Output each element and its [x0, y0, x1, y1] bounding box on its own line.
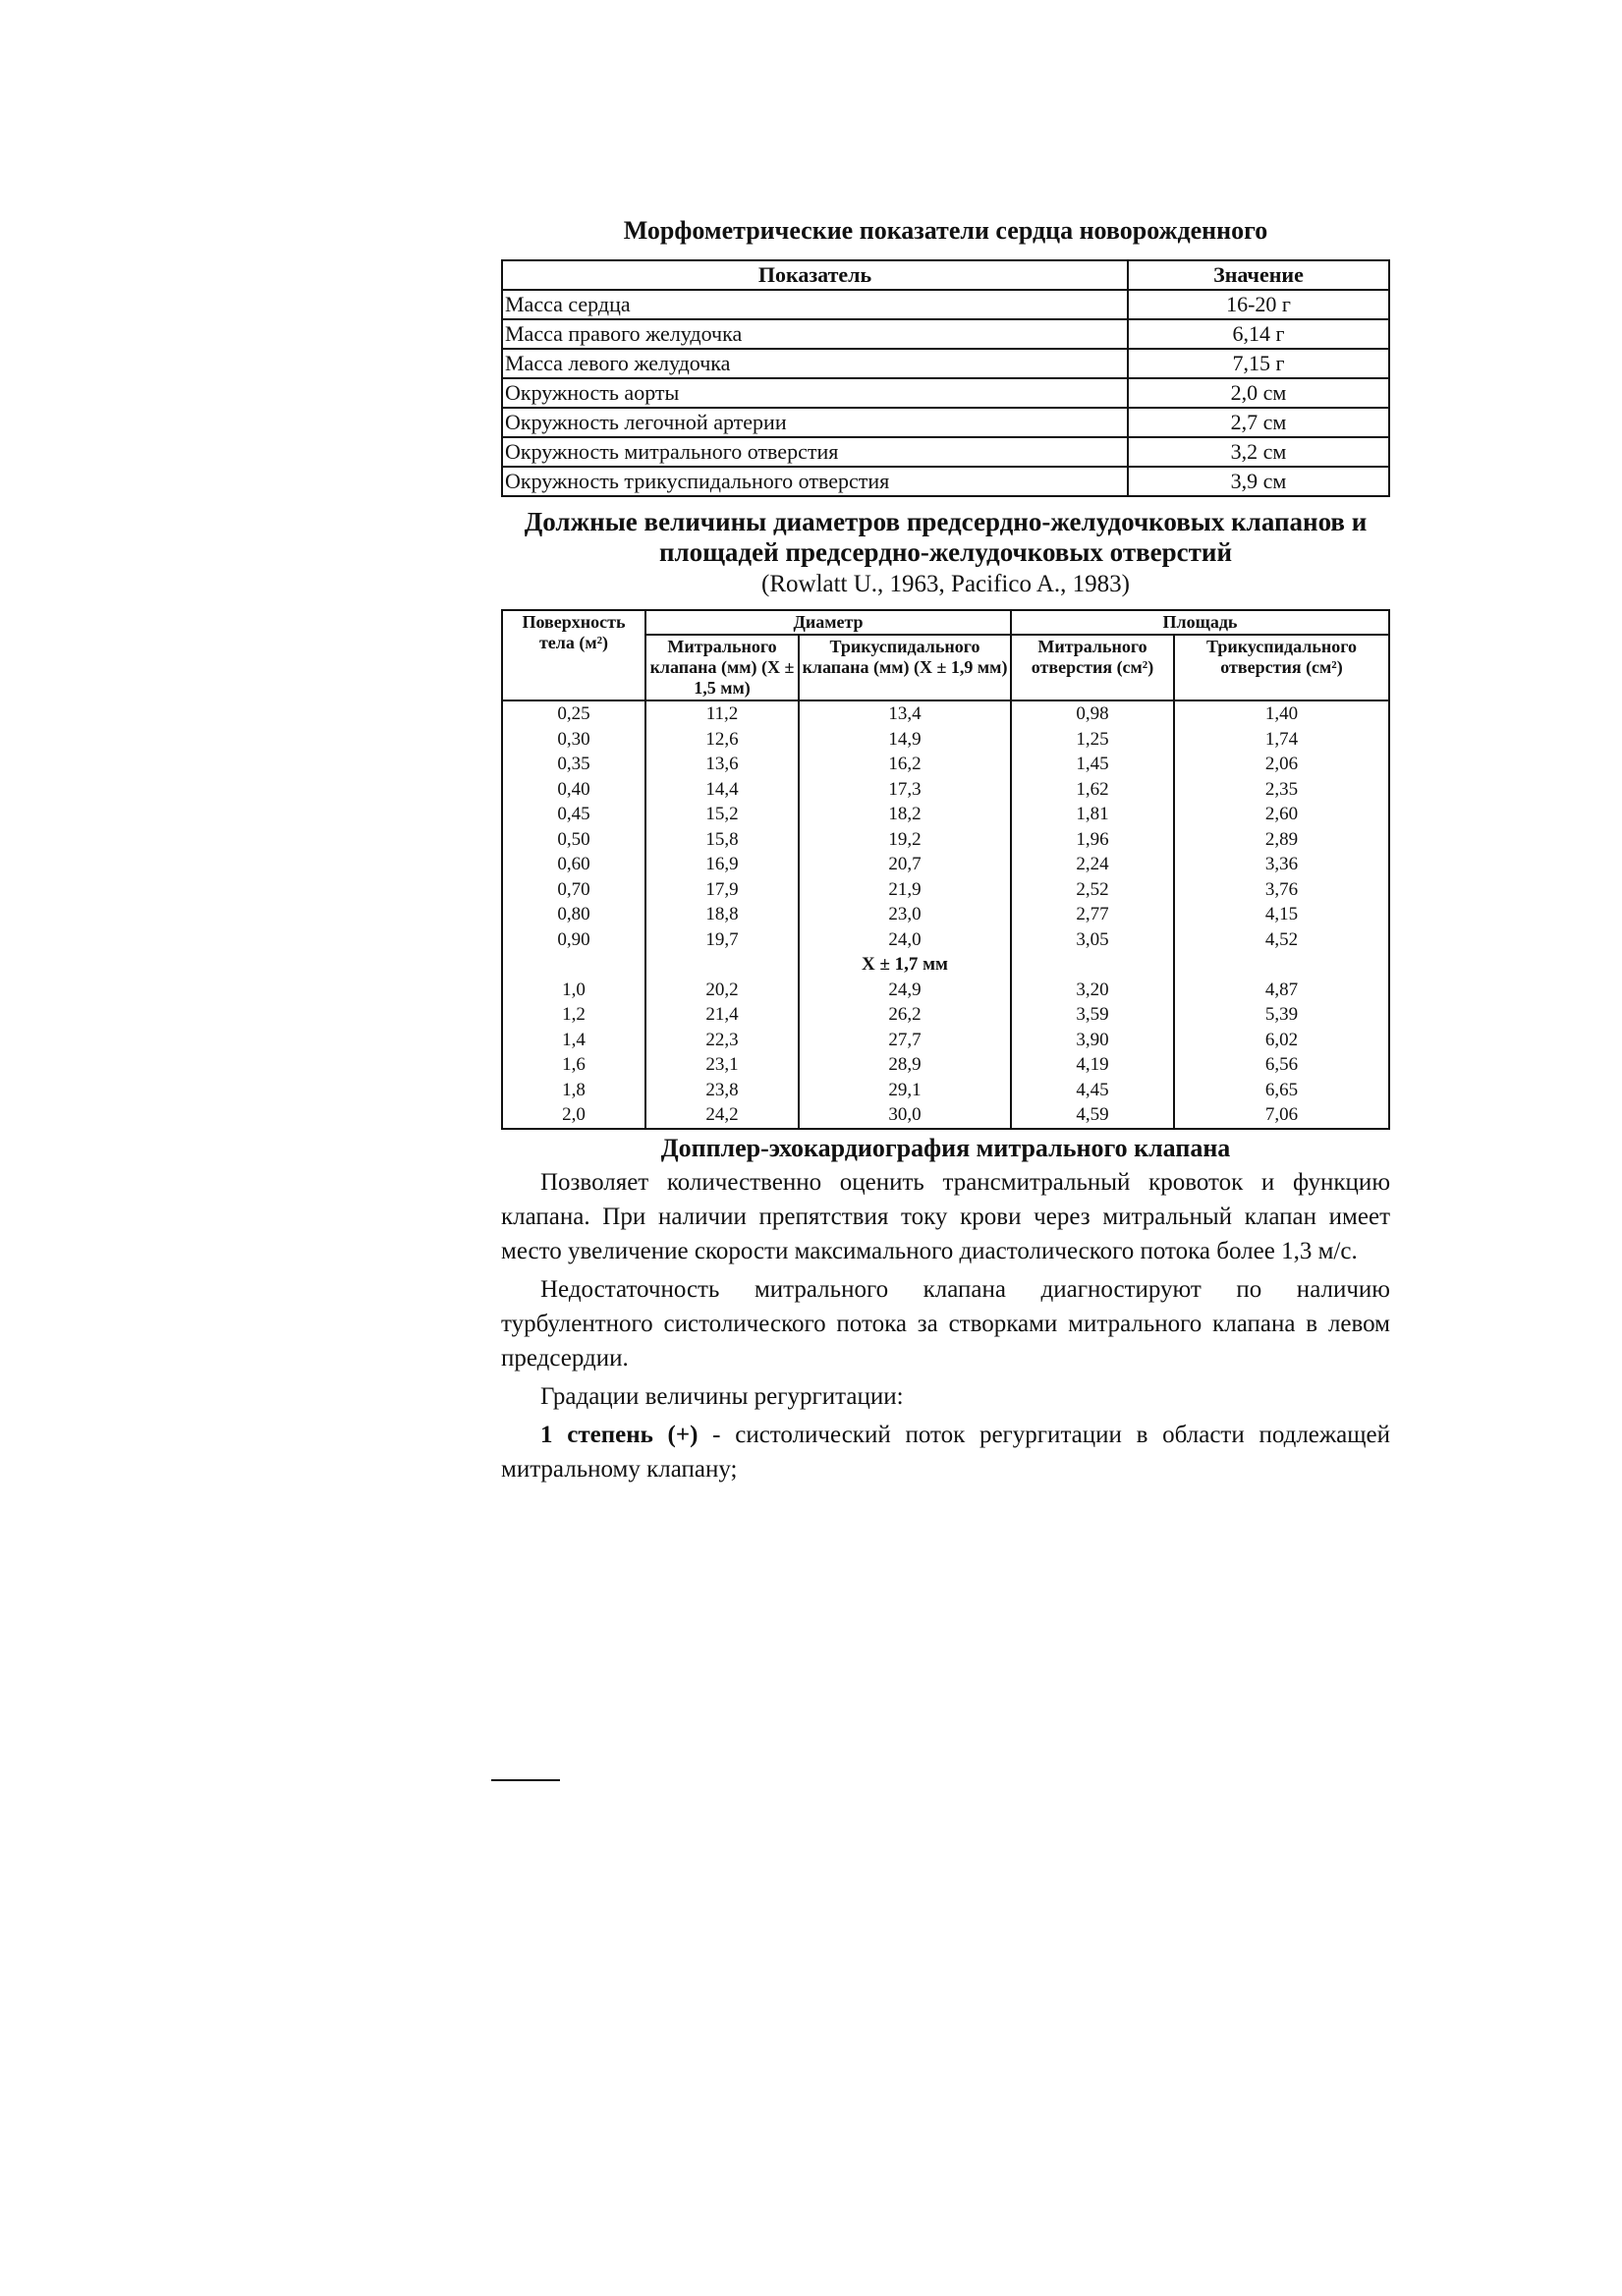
- table-cell: 4,87: [1174, 978, 1389, 1003]
- table-header-row: [502, 610, 1389, 635]
- valves-title: Должные величины диаметров предсердно-желудочковых клапанов и площадей предсердно-желудочковых отверстий: [524, 507, 1368, 567]
- h-area: Площадь: [1011, 610, 1389, 635]
- table-cell: 0,45: [502, 802, 645, 827]
- table-row: [502, 700, 1389, 727]
- table-cell: 5,39: [1174, 1002, 1389, 1028]
- table-row: [502, 877, 1389, 903]
- col-indicator: Показатель: [502, 260, 1128, 290]
- table-row: [502, 378, 1389, 408]
- table-row: [502, 978, 1389, 1003]
- table-row: [502, 852, 1389, 877]
- table-cell: 2,52: [1011, 877, 1174, 903]
- table-cell: 15,2: [645, 802, 799, 827]
- table-cell: 3,36: [1174, 852, 1389, 877]
- table-row: [502, 727, 1389, 753]
- table-cell: 1,96: [1011, 827, 1174, 853]
- table-cell: 0,98: [1011, 700, 1174, 727]
- table-cell: 0,90: [502, 927, 645, 953]
- table-cell: [645, 952, 799, 978]
- paragraph: Градации величины регургитации:: [540, 1382, 904, 1410]
- table-cell: 18,8: [645, 902, 799, 927]
- table-row: [502, 437, 1389, 467]
- table-cell: 4,19: [1011, 1052, 1174, 1078]
- paragraph: [501, 1418, 1390, 1486]
- morph-title: Морфометрические показатели сердца новорожденного: [623, 216, 1268, 245]
- table-cell: 26,2: [799, 1002, 1011, 1028]
- table-row: [502, 467, 1389, 496]
- table-row: [502, 1052, 1389, 1078]
- table-cell: 0,50: [502, 827, 645, 853]
- table-row: [502, 927, 1389, 953]
- table-cell: 2,0: [502, 1102, 645, 1129]
- paragraph: Недостаточность митрального клапана диагностируют по наличию турбулентного систолического потока за створками митрального клапана в левом предсердии.: [501, 1275, 1390, 1372]
- h-tricuspid-valve: Трикуспидального клапана (мм) (X ± 1,9 мм): [799, 635, 1011, 700]
- table-cell: 29,1: [799, 1078, 1011, 1103]
- indicator-cell: Масса левого желудочка: [502, 349, 1128, 378]
- table-cell: 7,06: [1174, 1102, 1389, 1129]
- table-cell: 1,81: [1011, 802, 1174, 827]
- table-row: [502, 349, 1389, 378]
- table-cell: 2,06: [1174, 752, 1389, 777]
- value-cell: 16-20 г: [1128, 290, 1389, 319]
- valves-citation: (Rowlatt U., 1963, Pacifico A., 1983): [761, 571, 1130, 597]
- table-cell: 20,2: [645, 978, 799, 1003]
- h-mitral-orifice: Митрального отверстия (см²): [1011, 635, 1174, 700]
- table-cell: 0,80: [502, 902, 645, 927]
- table-cell: 17,9: [645, 877, 799, 903]
- table-cell: 1,25: [1011, 727, 1174, 753]
- indicator-cell: Окружность аорты: [502, 378, 1128, 408]
- table-cell: 2,24: [1011, 852, 1174, 877]
- table-cell: 24,2: [645, 1102, 799, 1129]
- indicator-cell: Окружность трикуспидального отверстия: [502, 467, 1128, 496]
- paragraph: Позволяет количественно оценить трансмитральный кровоток и функцию клапана. При наличии препятствия току крови через митральный клапан имеет место увеличение скорости максимального диастолического потока более 1,3 м/с.: [501, 1168, 1390, 1264]
- deviation-note: X ± 1,7 мм: [799, 952, 1011, 978]
- table-cell: 21,4: [645, 1002, 799, 1028]
- indicator-cell: Окружность митрального отверстия: [502, 437, 1128, 467]
- morph-body: [502, 290, 1389, 496]
- table-cell: 0,60: [502, 852, 645, 877]
- table-cell: 11,2: [645, 700, 799, 727]
- table-cell: 14,9: [799, 727, 1011, 753]
- table-cell: 0,70: [502, 877, 645, 903]
- table-cell: 4,59: [1011, 1102, 1174, 1129]
- table-cell: 1,74: [1174, 727, 1389, 753]
- table-cell: 4,45: [1011, 1078, 1174, 1103]
- value-cell: 2,0 см: [1128, 378, 1389, 408]
- table-cell: [1174, 952, 1389, 978]
- table-cell: 17,3: [799, 777, 1011, 803]
- table-cell: 6,02: [1174, 1028, 1389, 1053]
- indicator-cell: Масса правого желудочка: [502, 319, 1128, 349]
- table-cell: 1,8: [502, 1078, 645, 1103]
- table-row: [502, 1002, 1389, 1028]
- table-cell: 3,20: [1011, 978, 1174, 1003]
- table-cell: 3,76: [1174, 877, 1389, 903]
- table-cell: 1,40: [1174, 700, 1389, 727]
- table-cell: 1,45: [1011, 752, 1174, 777]
- table-cell: 12,6: [645, 727, 799, 753]
- table-cell: 1,4: [502, 1028, 645, 1053]
- col-value: Значение: [1128, 260, 1389, 290]
- table-cell: 4,52: [1174, 927, 1389, 953]
- table-cell: 16,2: [799, 752, 1011, 777]
- table-cell: 2,60: [1174, 802, 1389, 827]
- table-cell: 2,77: [1011, 902, 1174, 927]
- table-cell: 18,2: [799, 802, 1011, 827]
- table-cell: 2,35: [1174, 777, 1389, 803]
- valves-table: [501, 609, 1390, 1130]
- indicator-cell: Масса сердца: [502, 290, 1128, 319]
- table-cell: 14,4: [645, 777, 799, 803]
- table-cell: 30,0: [799, 1102, 1011, 1129]
- table-cell: 20,7: [799, 852, 1011, 877]
- table-row: [502, 802, 1389, 827]
- grade-label: 1 степень (+): [540, 1421, 699, 1448]
- value-cell: 6,14 г: [1128, 319, 1389, 349]
- table-cell: 21,9: [799, 877, 1011, 903]
- table-row: [502, 1028, 1389, 1053]
- table-cell: 2,89: [1174, 827, 1389, 853]
- value-cell: 3,9 см: [1128, 467, 1389, 496]
- table-cell: 0,30: [502, 727, 645, 753]
- h-mitral-valve: Митрального клапана (мм) (X ± 1,5 мм): [645, 635, 799, 700]
- table-cell: 24,0: [799, 927, 1011, 953]
- table-row: [502, 408, 1389, 437]
- table-cell: 28,9: [799, 1052, 1011, 1078]
- table-cell: 24,9: [799, 978, 1011, 1003]
- h-tricuspid-orifice: Трикуспидального отверстия (см²): [1174, 635, 1389, 700]
- table-cell: 23,0: [799, 902, 1011, 927]
- table-row: [502, 319, 1389, 349]
- table-row: [502, 752, 1389, 777]
- table-row: [502, 1078, 1389, 1103]
- valves-body: [502, 700, 1389, 1129]
- table-cell: 16,9: [645, 852, 799, 877]
- morph-table: [501, 259, 1390, 497]
- h-diameter: Диаметр: [645, 610, 1011, 635]
- table-cell: 0,25: [502, 700, 645, 727]
- table-cell: 1,0: [502, 978, 645, 1003]
- table-cell: 13,4: [799, 700, 1011, 727]
- table-cell: 23,8: [645, 1078, 799, 1103]
- table-cell: 13,6: [645, 752, 799, 777]
- table-row: [502, 952, 1389, 978]
- table-row: [502, 902, 1389, 927]
- table-cell: 6,65: [1174, 1078, 1389, 1103]
- value-cell: 2,7 см: [1128, 408, 1389, 437]
- value-cell: 7,15 г: [1128, 349, 1389, 378]
- value-cell: 3,2 см: [1128, 437, 1389, 467]
- h-surface: Поверхность тела (м²): [502, 610, 645, 700]
- doppler-title: Допплер-эхокардиография митрального клапана: [660, 1133, 1231, 1162]
- table-cell: 19,7: [645, 927, 799, 953]
- table-cell: 4,15: [1174, 902, 1389, 927]
- table-row: [502, 777, 1389, 803]
- table-cell: 0,35: [502, 752, 645, 777]
- table-cell: 1,2: [502, 1002, 645, 1028]
- table-row: [502, 290, 1389, 319]
- table-row: [502, 1102, 1389, 1129]
- table-cell: 23,1: [645, 1052, 799, 1078]
- table-cell: 27,7: [799, 1028, 1011, 1053]
- table-row: [502, 827, 1389, 853]
- indicator-cell: Окружность легочной артерии: [502, 408, 1128, 437]
- table-cell: 3,90: [1011, 1028, 1174, 1053]
- table-cell: 15,8: [645, 827, 799, 853]
- table-cell: [502, 952, 645, 978]
- table-cell: 0,40: [502, 777, 645, 803]
- table-cell: 1,62: [1011, 777, 1174, 803]
- table-cell: 19,2: [799, 827, 1011, 853]
- grade-text: - систолический поток регургитации в области подлежащей митральному клапану;: [501, 1421, 1390, 1483]
- footnote-rule: [491, 1779, 560, 1781]
- table-cell: 3,05: [1011, 927, 1174, 953]
- table-cell: 3,59: [1011, 1002, 1174, 1028]
- table-cell: 22,3: [645, 1028, 799, 1053]
- table-cell: 1,6: [502, 1052, 645, 1078]
- page: [501, 216, 1390, 1490]
- table-header-row: [502, 260, 1389, 290]
- table-cell: 6,56: [1174, 1052, 1389, 1078]
- table-cell: [1011, 952, 1174, 978]
